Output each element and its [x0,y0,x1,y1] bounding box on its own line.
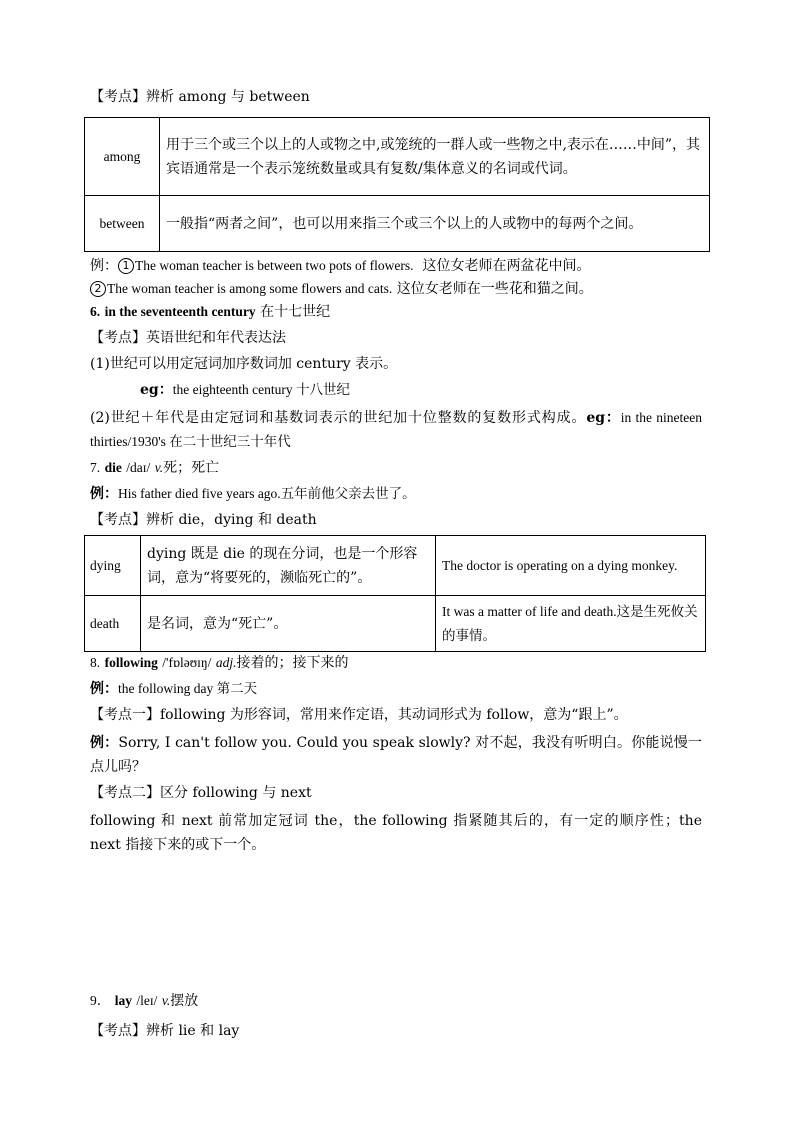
definition-cell: 用于三个或三个以上的人或物之中,或笼统的一群人或一些物之中,表示在……中间”，其宾语通常是一个表示笼统数量或具有复数/集体意义的名词或代词。 [160,118,710,196]
heading-among-between: 【考点】辨析 among 与 between [90,89,310,105]
example-label: 例： [90,486,118,502]
example-cn: 这位女老师在一些花和猫之间。 [396,281,593,297]
entry-7-point: 【考点】辨析 die，dying 和 death [90,512,317,528]
term-cell: death [85,596,141,652]
entry-word: following [104,655,158,670]
example-label: 例： [90,735,119,751]
example-en: The woman teacher is between two pots of flowers. [135,258,414,273]
example-cell: It was a matter of life and death.这是生死攸关的事情。 [436,596,706,652]
example-2 [90,279,593,299]
entry-8-point-2: 【考点二】区分 following 与 next [90,785,312,801]
entry-8-description: following 和 next 前常加定冠词 the，the following 指紧随其后的，有一定的顺序性；the next 指接下来的或下一个。 [90,813,702,853]
phonetic: /leɪ/ [136,993,158,1008]
table-row [85,596,706,652]
table-row [85,196,710,252]
entry-8-title [90,653,348,673]
eg-text: the eighteenth century 十八世纪 [172,382,351,397]
entry-6-rule-2 [90,406,702,454]
entry-6-rule-1: (1)世纪可以用定冠词加序数词加 century 表示。 [90,356,398,372]
table-row [85,536,706,596]
entry-8-example [90,679,257,699]
entry-number: 7. [90,460,101,475]
entry-word: die [104,460,122,475]
example-text: the following day 第二天 [118,681,258,696]
definition-cell: 是名词，意为“死亡”。 [141,596,436,652]
term-cell: among [85,118,160,196]
table-row [85,118,710,196]
definition-cell: dying 既是 die 的现在分词，也是一个形容词，意为“将要死的，濒临死亡的”。 [141,536,436,596]
die-dying-death-table [84,535,706,652]
phonetic: /'fɒləʊɪŋ/ [162,655,212,670]
phonetic: /daɪ/ [126,460,151,475]
example-en: The woman teacher is among some flowers and cats. [107,281,393,296]
example-1 [90,256,590,276]
among-between-table [84,117,710,252]
eg-text: in the nineteen thirties/1930's 在二十世纪三十年代 [90,410,702,449]
entry-word: in the seventeenth century [104,304,256,319]
eg-label: eg： [140,382,173,398]
definition-cell: 一般指“两者之间”，也可以用来指三个或三个以上的人或物中的每两个之间。 [160,196,710,252]
entry-6-point: 【考点】英语世纪和年代表达法 [90,330,286,346]
example-text: His father died five years ago.五年前他父亲去世了。 [118,486,416,501]
example-label: 例： [90,258,118,274]
entry-6-title [90,302,330,322]
entry-meaning: 死；死亡 [163,460,220,476]
rule-text: (2)世纪＋年代是由定冠词和基数词表示的世纪加十位整数的复数形式构成。 [90,410,587,426]
eg-label: eg： [586,410,621,426]
example-label: 例： [90,681,118,697]
entry-meaning: 接着的；接下来的 [236,655,349,671]
part-of-speech: adj. [215,655,237,670]
example-cell: The doctor is operating on a dying monkey. [436,536,706,596]
entry-number: 8. [90,655,101,670]
circled-number-2: 2 [90,281,106,297]
circled-number-1: 1 [118,258,134,274]
entry-meaning: 摆放 [170,993,199,1009]
entry-number: 6. [90,304,101,319]
entry-8-example-2 [90,731,702,779]
entry-7-title [90,458,219,478]
entry-8-point-1: 【考点一】following 为形容词，常用来作定语，其动词形式为 follow，意为“跟上”。 [90,707,628,723]
entry-word: lay [114,993,132,1008]
term-cell: dying [85,536,141,596]
term-cell: between [85,196,160,252]
entry-9-title [90,991,198,1011]
entry-meaning: 在十七世纪 [260,304,331,320]
entry-6-example-1 [140,380,350,400]
entry-number: 9． [90,993,111,1008]
entry-7-example [90,484,416,504]
part-of-speech: v. [154,460,164,475]
example-cn: 这位女老师在两盆花中间。 [422,258,591,274]
entry-9-point: 【考点】辨析 lie 和 lay [90,1023,240,1039]
part-of-speech: v. [161,993,171,1008]
example-text: Sorry, I can't follow you. Could you speak slowly? 对不起，我没有听明白。你能说慢一点儿吗？ [90,735,702,775]
